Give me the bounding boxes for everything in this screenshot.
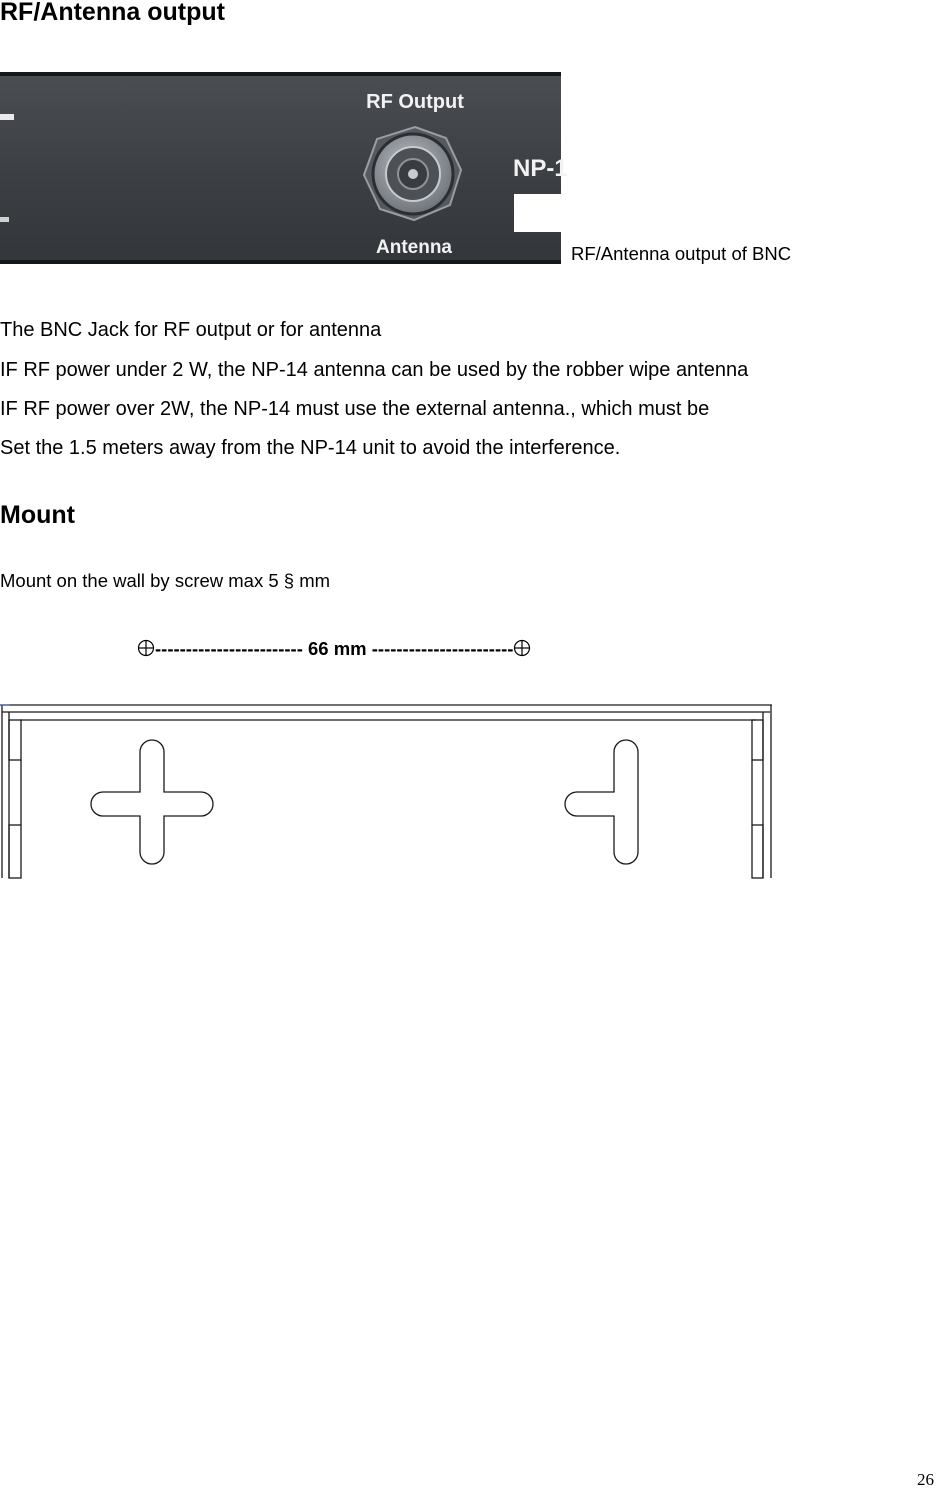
hole-spacing-dimension (137, 638, 531, 660)
keyhole-slot-right (565, 740, 638, 864)
panel-label-rf-output: RF Output (366, 91, 464, 113)
panel-label-antenna: Antenna (376, 237, 452, 258)
dimension-label: ------------------------ 66 mm ----------------------- (155, 638, 514, 659)
page-number: 26 (917, 1470, 934, 1489)
paragraph-line: IF RF power over 2W, the NP-14 must use the external antenna., which must be (0, 398, 710, 420)
panel-led (0, 114, 14, 120)
section-heading-mount: Mount (0, 501, 75, 529)
paragraph-line: Set the 1.5 meters away from the NP-14 unit to avoid the interference. (0, 437, 621, 459)
mounting-bracket-drawing (0, 700, 776, 878)
rf-output-panel-illustration (0, 72, 568, 264)
crosshair-icon (513, 639, 531, 657)
panel-caption: RF/Antenna output of BNC (571, 243, 792, 264)
paragraph-line: IF RF power under 2 W, the NP-14 antenna can be used by the robber wipe antenna (0, 359, 749, 381)
rf-output-panel-photo (0, 72, 568, 264)
mounting-bracket-illustration (0, 700, 776, 878)
panel-white-label (514, 194, 561, 232)
section-heading-rf: RF/Antenna output (0, 0, 225, 26)
paragraph-line: The BNC Jack for RF output or for antenna (0, 319, 382, 341)
panel-label-model: NP-1 (513, 155, 568, 182)
panel-led-lower (0, 217, 9, 222)
mount-instruction: Mount on the wall by screw max 5 § mm (0, 570, 331, 591)
keyhole-slot-left (91, 740, 213, 864)
crosshair-icon (137, 639, 155, 657)
